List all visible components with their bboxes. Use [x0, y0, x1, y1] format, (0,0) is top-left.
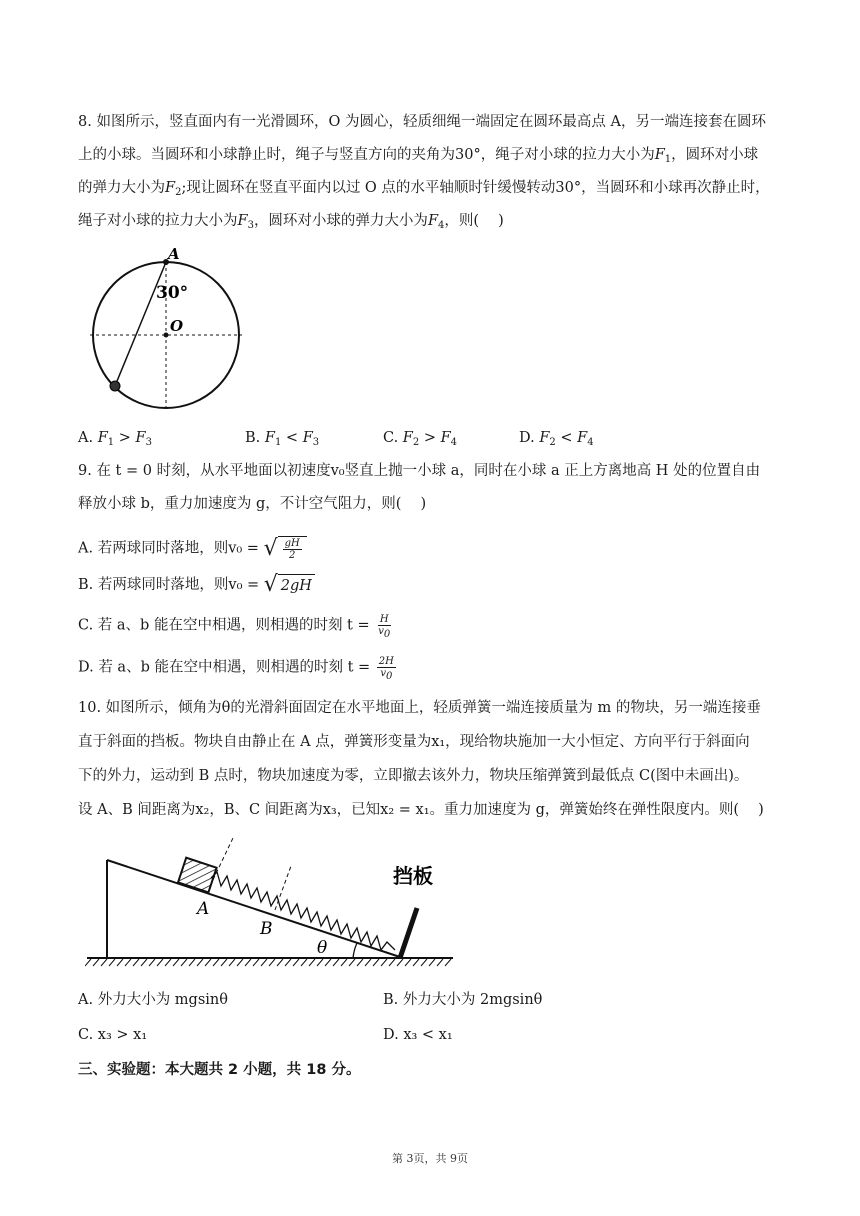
q8-line-4: 绳子对小球的拉力大小为$F_3$，圆环对小球的弹力大小为$F_4$，则( ) [78, 213, 504, 231]
q8-option-c[interactable]: C. $F_2 > F_4$ [383, 430, 458, 448]
q8-ring-figure [80, 245, 255, 420]
q10-fig-label-board: 挡板 [393, 864, 433, 888]
q9-line-1: 9. 在 t = 0 时刻，从水平地面以初速度v₀竖直上抛一小球 a，同时在小球 a 正上方离地高 H 处的位置自由 [78, 463, 761, 479]
q9-option-d-text: D. 若 a、b 能在空中相遇，则相遇的时刻 t = [78, 659, 371, 676]
q9-option-b-text: B. 若两球同时落地，则v₀ = [78, 577, 260, 593]
q8-line-2-text-a: 上的小球。当圆环和小球静止时，绳子与竖直方向的夹角为30°，绳子对小球的拉力大小为 [78, 147, 655, 163]
q10-option-b[interactable]: B. 外力大小为 2mgsinθ [383, 992, 543, 1008]
q10-fig-label-b: B [260, 919, 273, 939]
section-3-heading: 三、实验题：本大题共 2 小题，共 18 分。 [78, 1062, 361, 1078]
q10-line-3: 下的外力，运动到 B 点时，物块加速度为零，立即撤去该外力，物块压缩弹簧到最低点 C(图中未画出)。 [78, 768, 749, 784]
q10-line-2: 直于斜面的挡板。物块自由静止在 A 点，弹簧形变量为x₁，现给物块施加一大小恒定、方向平行于斜面向 [78, 734, 750, 750]
q8-line-3-text-a: 的弹力大小为 [78, 180, 165, 196]
q9-option-b[interactable]: B. 若两球同时落地，则v₀ = √ 2gH [78, 574, 315, 596]
q9-option-a-text: A. 若两球同时落地，则v₀ = [78, 540, 259, 557]
q9-option-a[interactable]: A. 若两球同时落地，则v₀ = √ $\frac{gH}{2}$ [78, 536, 307, 561]
q10-incline-figure [85, 838, 455, 973]
q8-line-4-text-b: ，圆环对小球的弹力大小为 [253, 213, 428, 229]
q8-option-a[interactable]: A. $F_1 > F_3$ [78, 430, 152, 448]
q8-line-1: 8. 如图所示，竖直面内有一光滑圆环，O 为圆心，轻质细绳一端固定在圆环最高点 A，另一端连接套在圆环 [78, 114, 767, 130]
q10-option-d[interactable]: D. x₃ < x₁ [383, 1027, 453, 1043]
q8-line-2: 上的小球。当圆环和小球静止时，绳子与竖直方向的夹角为30°，绳子对小球的拉力大小为$F_1$，圆环对小球 [78, 147, 759, 165]
q8-fig-label-o: O [170, 317, 184, 335]
q9-line-2: 释放小球 b，重力加速度为 g，不计空气阻力，则( ) [78, 496, 427, 512]
q8-option-b[interactable]: B. $F_1 < F_3$ [245, 430, 320, 448]
q10-option-a[interactable]: A. 外力大小为 mgsinθ [78, 992, 228, 1008]
q10-option-c[interactable]: C. x₃ > x₁ [78, 1027, 148, 1043]
q8-line-4-text-c: ，则( ) [444, 213, 504, 229]
q8-line-4-text-a: 绳子对小球的拉力大小为 [78, 213, 238, 229]
q8-line-2-text-b: ，圆环对小球 [671, 147, 759, 163]
q8-line-3-text-b: ;现让圆环在竖直平面内以过 O 点的水平轴顺时针缓慢转动30°，当圆环和小球再次静止时， [181, 180, 770, 196]
page-footer: 第 3页，共 9页 [392, 1152, 468, 1165]
q9-option-d[interactable]: D. 若 a、b 能在空中相遇，则相遇的时刻 t = $\frac{2H}{v_0}$ [78, 656, 394, 682]
q8-fig-label-a: A [168, 245, 180, 263]
q9-option-c[interactable]: C. 若 a、b 能在空中相遇，则相遇的时刻 t = $\frac{H}{v_0}$ [78, 614, 391, 640]
q8-fig-angle: 30° [156, 283, 189, 303]
q8-line-3: 的弹力大小为$F_2$;现让圆环在竖直平面内以过 O 点的水平轴顺时针缓慢转动30°，当圆环和小球再次静止时， [78, 180, 770, 198]
q10-fig-label-a: A [197, 899, 210, 919]
q10-line-4: 设 A、B 间距离为x₂，B、C 间距离为x₃，已知x₂ = x₁。重力加速度为 g，弹簧始终在弹性限度内。则( ) [78, 802, 764, 818]
q8-option-d[interactable]: D. $F_2 < F_4$ [519, 430, 594, 448]
q10-fig-label-theta: θ [317, 938, 328, 958]
q10-line-1: 10. 如图所示，倾角为θ的光滑斜面固定在水平地面上，轻质弹簧一端连接质量为 m 的物块，另一端连接垂 [78, 700, 761, 716]
q9-option-c-text: C. 若 a、b 能在空中相遇，则相遇的时刻 t = [78, 617, 370, 634]
